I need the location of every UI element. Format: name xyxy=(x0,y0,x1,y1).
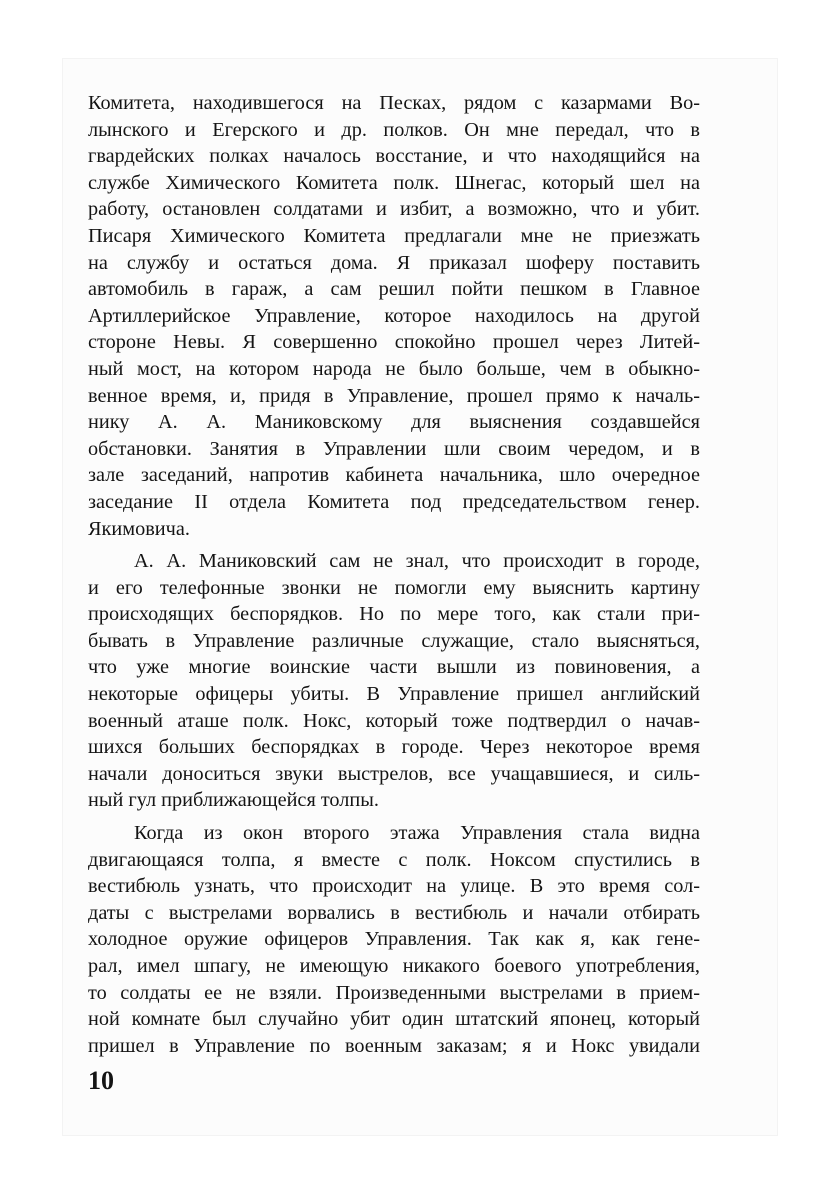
paragraph-3 xyxy=(88,820,700,1059)
text-line: лынского и Егерского и др. полков. Он мне передал, что в xyxy=(88,118,700,141)
text-line: начали доноситься звуки выстрелов, все учащавшиеся, и силь- xyxy=(88,762,700,785)
text-line: ный мост, на котором народа не было больше, чем в обыкно- xyxy=(88,357,700,380)
text-line: вестибюль узнать, что происходит на улице. В это время сол- xyxy=(88,875,700,898)
paragraph-1 xyxy=(88,90,700,542)
text-line: то солдаты ее не взяли. Произведенными выстрелами в прием- xyxy=(88,981,700,1004)
text-line: службе Химического Комитета полк. Шнегас, который шел на xyxy=(88,171,700,194)
text-line: бывать в Управление различные служащие, стало выясняться, xyxy=(88,629,700,652)
text-line: обстановки. Занятия в Управлении шли своим чередом, и в xyxy=(88,437,700,460)
text-line: двигающаяся толпа, я вместе с полк. Ноксом спустились в xyxy=(88,848,700,871)
text-line: Артиллерийское Управление, которое находилось на другой xyxy=(88,304,700,327)
text-line: рал, имел шпагу, не имеющую никакого боевого употребления, xyxy=(88,955,700,977)
text-line: нику А. А. Маниковскому для выяснения создавшейся xyxy=(88,411,700,434)
text-line: что уже многие воинские части вышли из повиновения, а xyxy=(88,656,700,679)
text-line: пришел в Управление по военным заказам; я и Нокс увидали xyxy=(88,1034,700,1057)
text-line: гвардейских полках началось восстание, и что находящийся на xyxy=(88,145,700,168)
text-line: А. А. Маниковский сам не знал, что происходит в городе, xyxy=(134,550,700,573)
text-line: стороне Невы. Я совершенно спокойно прошел через Литей- xyxy=(88,331,700,354)
text-line: венное время, и, придя в Управление, прошел прямо к началь- xyxy=(88,384,700,407)
text-line: шихся больших беспорядках в городе. Через некоторое время xyxy=(88,736,700,759)
text-line: ной комнате был случайно убит один штатский японец, который xyxy=(88,1008,700,1031)
body-text xyxy=(88,90,700,1065)
text-line: на службу и остаться дома. Я приказал шоферу поставить xyxy=(88,251,700,274)
text-line: Якимовича. xyxy=(88,517,190,540)
text-line: Комитета, находившегося на Песках, рядом с казармами Во- xyxy=(88,92,700,114)
text-line: холодное оружие офицеров Управления. Так как я, как гене- xyxy=(88,928,700,951)
paragraph-2 xyxy=(88,548,700,814)
text-line: и его телефонные звонки не помогли ему выяснить картину xyxy=(88,576,700,599)
text-line: военный аташе полк. Нокс, который тоже подтвердил о начав- xyxy=(88,709,700,732)
text-line: ный гул приближающейся толпы. xyxy=(88,789,379,812)
text-line: работу, остановлен солдатами и избит, а возможно, что и убит. xyxy=(88,198,700,221)
text-line: Когда из окон второго этажа Управления стала видна xyxy=(134,822,700,845)
text-line: автомобиль в гараж, а сам решил пойти пешком в Главное xyxy=(88,278,700,301)
text-line: некоторые офицеры убиты. В Управление пришел английский xyxy=(88,683,700,706)
text-line: происходящих беспорядков. Но по мере того, как стали при- xyxy=(88,603,700,626)
text-line: зале заседаний, напротив кабинета начальника, шло очередное xyxy=(88,464,700,487)
text-line: заседание II отдела Комитета под председательством генер. xyxy=(88,490,700,513)
text-line: даты с выстрелами ворвались в вестибюль и начали отбирать xyxy=(88,901,700,924)
text-line: Писаря Химического Комитета предлагали мне не приезжать xyxy=(88,224,700,247)
page-number: 10 xyxy=(88,1066,114,1095)
